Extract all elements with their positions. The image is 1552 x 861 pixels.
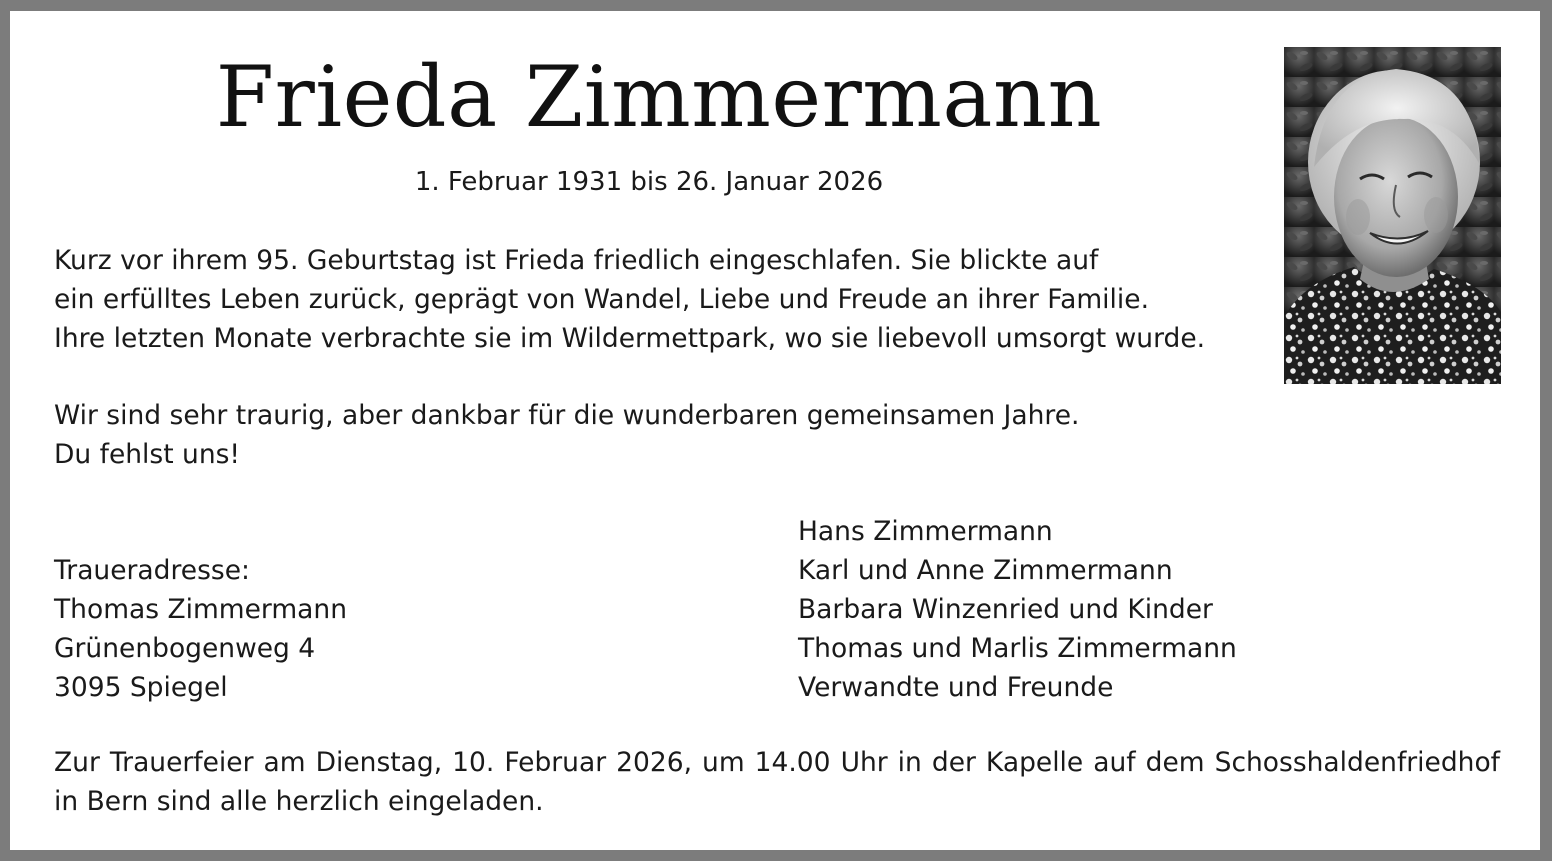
mourning-address xyxy=(54,551,347,707)
address-name: Thomas Zimmermann xyxy=(54,594,348,625)
closing-paragraph xyxy=(54,396,1079,474)
family-list xyxy=(798,512,1237,707)
family-member: Hans Zimmermann xyxy=(798,516,1053,547)
life-dates: 1. Februar 1931 bis 26. Januar 2026 xyxy=(414,167,884,197)
intro-paragraph xyxy=(54,241,1205,358)
closing-line: Du fehlst uns! xyxy=(54,439,241,470)
family-member: Verwandte und Freunde xyxy=(798,672,1114,703)
address-label: Traueradresse: xyxy=(54,555,250,586)
intro-line: Ihre letzten Monate verbrachte sie im Wildermettpark, wo sie liebevoll umsorgt wurde. xyxy=(54,323,1206,354)
portrait-image xyxy=(1284,47,1501,384)
intro-line: ein erfülltes Leben zurück, geprägt von Wandel, Liebe und Freude an ihrer Familie. xyxy=(54,284,1149,315)
ceremony-invitation xyxy=(54,743,1500,821)
address-street: Grünenbogenweg 4 xyxy=(54,633,316,664)
closing-line: Wir sind sehr traurig, aber dankbar für die wunderbaren gemeinsamen Jahre. xyxy=(54,400,1080,431)
family-member: Barbara Winzenried und Kinder xyxy=(798,594,1213,625)
portrait-photo xyxy=(1284,47,1501,384)
ceremony-line: in Bern sind alle herzlich eingeladen. xyxy=(54,786,544,817)
family-member: Thomas und Marlis Zimmermann xyxy=(798,633,1237,664)
family-member: Karl und Anne Zimmermann xyxy=(798,555,1173,586)
address-city: 3095 Spiegel xyxy=(54,672,228,703)
deceased-name: Frieda Zimmermann xyxy=(215,48,1103,146)
obituary-notice xyxy=(10,11,1540,850)
ceremony-line: Zur Trauerfeier am Dienstag, 10. Februar 2026, um 14.00 Uhr in der Kapelle auf dem Schosshaldenfriedhof xyxy=(54,747,1500,778)
intro-line: Kurz vor ihrem 95. Geburtstag ist Frieda friedlich eingeschlafen. Sie blickte auf xyxy=(54,245,1099,276)
